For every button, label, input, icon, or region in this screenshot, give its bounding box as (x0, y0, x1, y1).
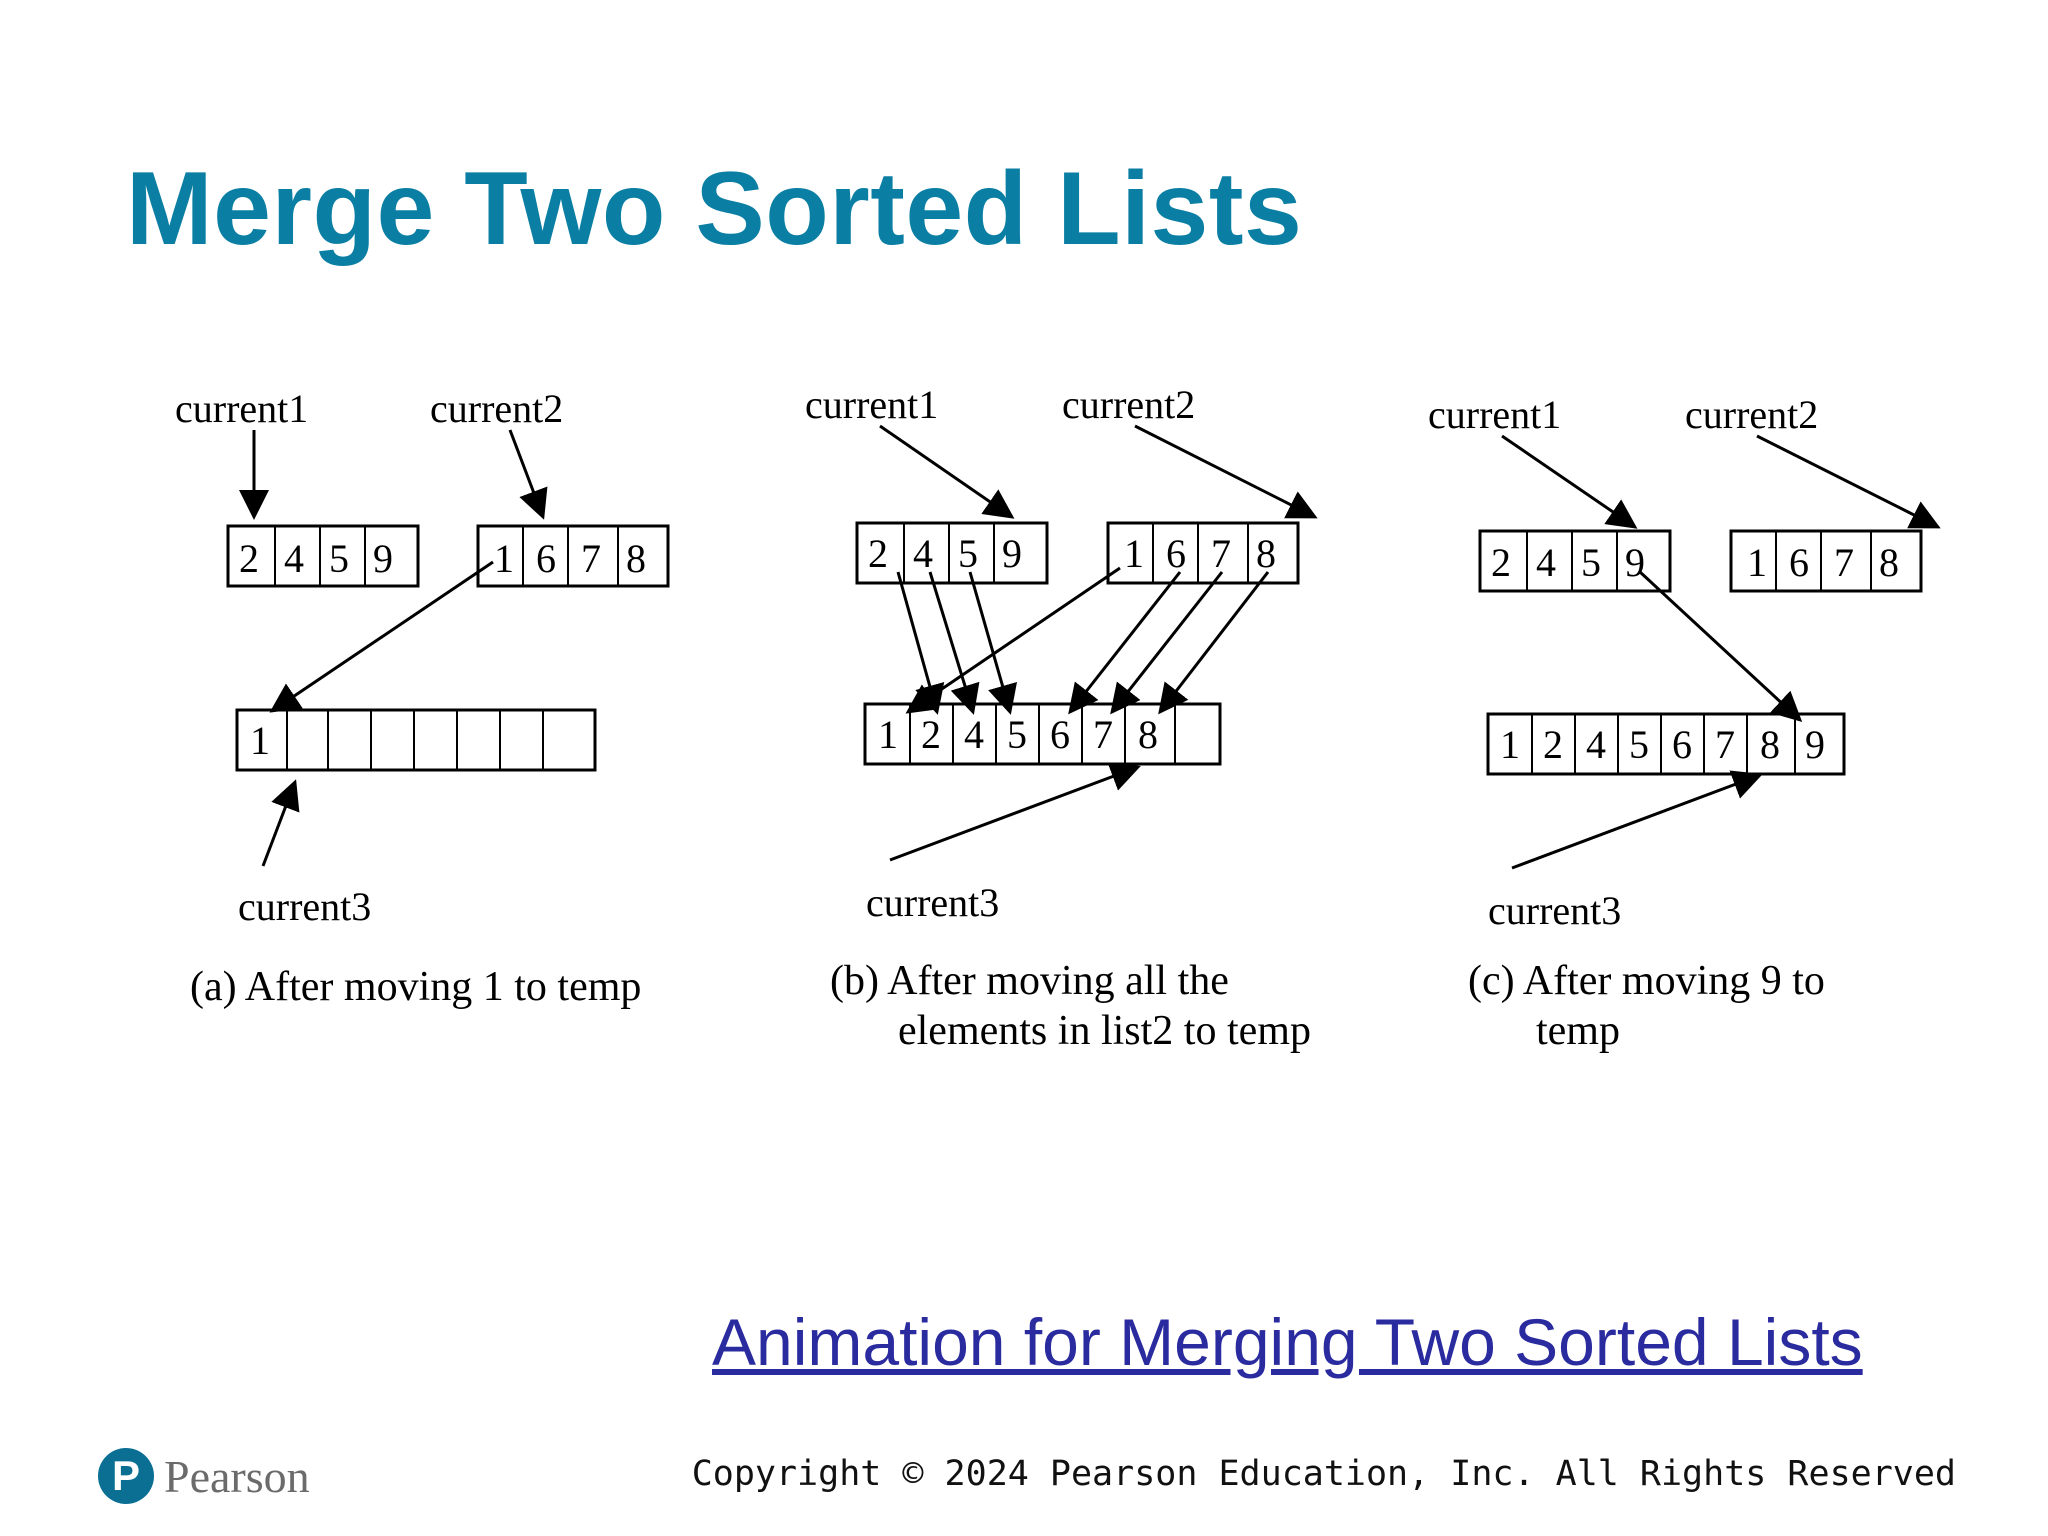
panel-a-caption: (a) After moving 1 to temp (190, 964, 642, 1010)
panel-a-current3-label: current3 (238, 884, 372, 929)
list2-cell: 1 (1124, 531, 1144, 576)
temp-cell: 4 (1586, 722, 1606, 767)
panel-a-list1 (228, 526, 418, 586)
arrow (970, 572, 1010, 712)
panel-a-arrows (254, 430, 543, 866)
panel-a-temp (237, 710, 595, 770)
list2-cell: 8 (1879, 540, 1899, 585)
list1-cell: 9 (1002, 531, 1022, 576)
temp-cell: 2 (921, 712, 941, 757)
list2-cell: 7 (1834, 540, 1854, 585)
temp-cell: 5 (1007, 712, 1027, 757)
arrow (1640, 572, 1800, 720)
panel-c-caption-line2: temp (1536, 1008, 1620, 1054)
list2-cell: 6 (1789, 540, 1809, 585)
panel-c-arrows (1502, 436, 1938, 868)
list1-cell: 9 (1625, 540, 1645, 585)
list1-cell: 5 (958, 531, 978, 576)
list2-cell: 1 (1747, 540, 1767, 585)
panel-c (1428, 392, 1938, 1054)
arrow (880, 426, 1012, 517)
animation-link[interactable]: Animation for Merging Two Sorted Lists (712, 1305, 1863, 1379)
panel-b-caption-line2: elements in list2 to temp (898, 1008, 1311, 1054)
temp-cell: 4 (964, 712, 984, 757)
temp-cell: 6 (1050, 712, 1070, 757)
pearson-logo-text: Pearson (164, 1450, 310, 1502)
panel-b-current1-label: current1 (805, 382, 939, 427)
panel-a-current2-label: current2 (430, 386, 564, 431)
list2-cell: 8 (1256, 531, 1276, 576)
temp-cell: 6 (1672, 722, 1692, 767)
panel-c-current3-label: current3 (1488, 888, 1622, 933)
temp-cell: 7 (1093, 712, 1113, 757)
list2-cell: 8 (626, 536, 646, 581)
temp-cell: 1 (1500, 722, 1520, 767)
list1-cell: 4 (284, 536, 304, 581)
panel-b (805, 382, 1315, 1054)
panel-c-temp (1488, 714, 1844, 774)
temp-cell: 5 (1629, 722, 1649, 767)
arrow (1512, 775, 1760, 868)
panel-b-caption-line1: (b) After moving all the (830, 958, 1229, 1004)
temp-cell: 8 (1138, 712, 1158, 757)
arrow (1112, 572, 1222, 712)
arrow (890, 767, 1138, 860)
panel-b-list2 (1108, 523, 1298, 583)
list2-cell: 6 (536, 536, 556, 581)
list1-cell: 2 (1491, 540, 1511, 585)
list1-cell: 9 (373, 536, 393, 581)
temp-cell: 2 (1543, 722, 1563, 767)
arrow (1757, 436, 1938, 527)
arrow (272, 562, 493, 711)
pearson-p-icon: P (98, 1448, 154, 1504)
panel-a-current1-label: current1 (175, 386, 309, 431)
list1-cell: 2 (868, 531, 888, 576)
list2-cell: 1 (494, 536, 514, 581)
arrow (510, 430, 543, 517)
temp-cell: 1 (250, 718, 270, 763)
copyright-notice: Copyright © 2024 Pearson Education, Inc. All Rights Reserved (691, 1454, 1956, 1494)
pearson-logo (98, 1448, 310, 1504)
slide-title: Merge Two Sorted Lists (126, 151, 1303, 267)
list1-cell: 5 (1581, 540, 1601, 585)
temp-cell: 9 (1805, 722, 1825, 767)
list2-cell: 6 (1166, 531, 1186, 576)
list1-cell: 2 (239, 536, 259, 581)
panel-b-temp (865, 704, 1220, 764)
panel-a (175, 386, 668, 1010)
temp-cell: 8 (1760, 722, 1780, 767)
list1-cell: 4 (1536, 540, 1556, 585)
panel-b-current2-label: current2 (1062, 382, 1196, 427)
list1-cell: 5 (329, 536, 349, 581)
panel-b-list1 (857, 523, 1047, 583)
list2-cell: 7 (1211, 531, 1231, 576)
arrow (1160, 572, 1268, 712)
list2-cell: 7 (581, 536, 601, 581)
arrow (263, 782, 295, 866)
temp-cell: 1 (878, 712, 898, 757)
arrow (898, 572, 937, 712)
panel-c-current1-label: current1 (1428, 392, 1562, 437)
panel-a-list2 (478, 526, 668, 586)
panel-b-current3-label: current3 (866, 880, 1000, 925)
arrow (1135, 426, 1315, 517)
arrow (1070, 572, 1180, 712)
arrow (1502, 436, 1635, 527)
panel-b-arrows (880, 426, 1315, 860)
list1-cell: 4 (913, 531, 933, 576)
temp-cell: 7 (1715, 722, 1735, 767)
panel-c-list2 (1731, 531, 1921, 591)
panel-c-caption-line1: (c) After moving 9 to (1468, 958, 1825, 1004)
panel-c-current2-label: current2 (1685, 392, 1819, 437)
panel-c-list1 (1480, 531, 1670, 591)
